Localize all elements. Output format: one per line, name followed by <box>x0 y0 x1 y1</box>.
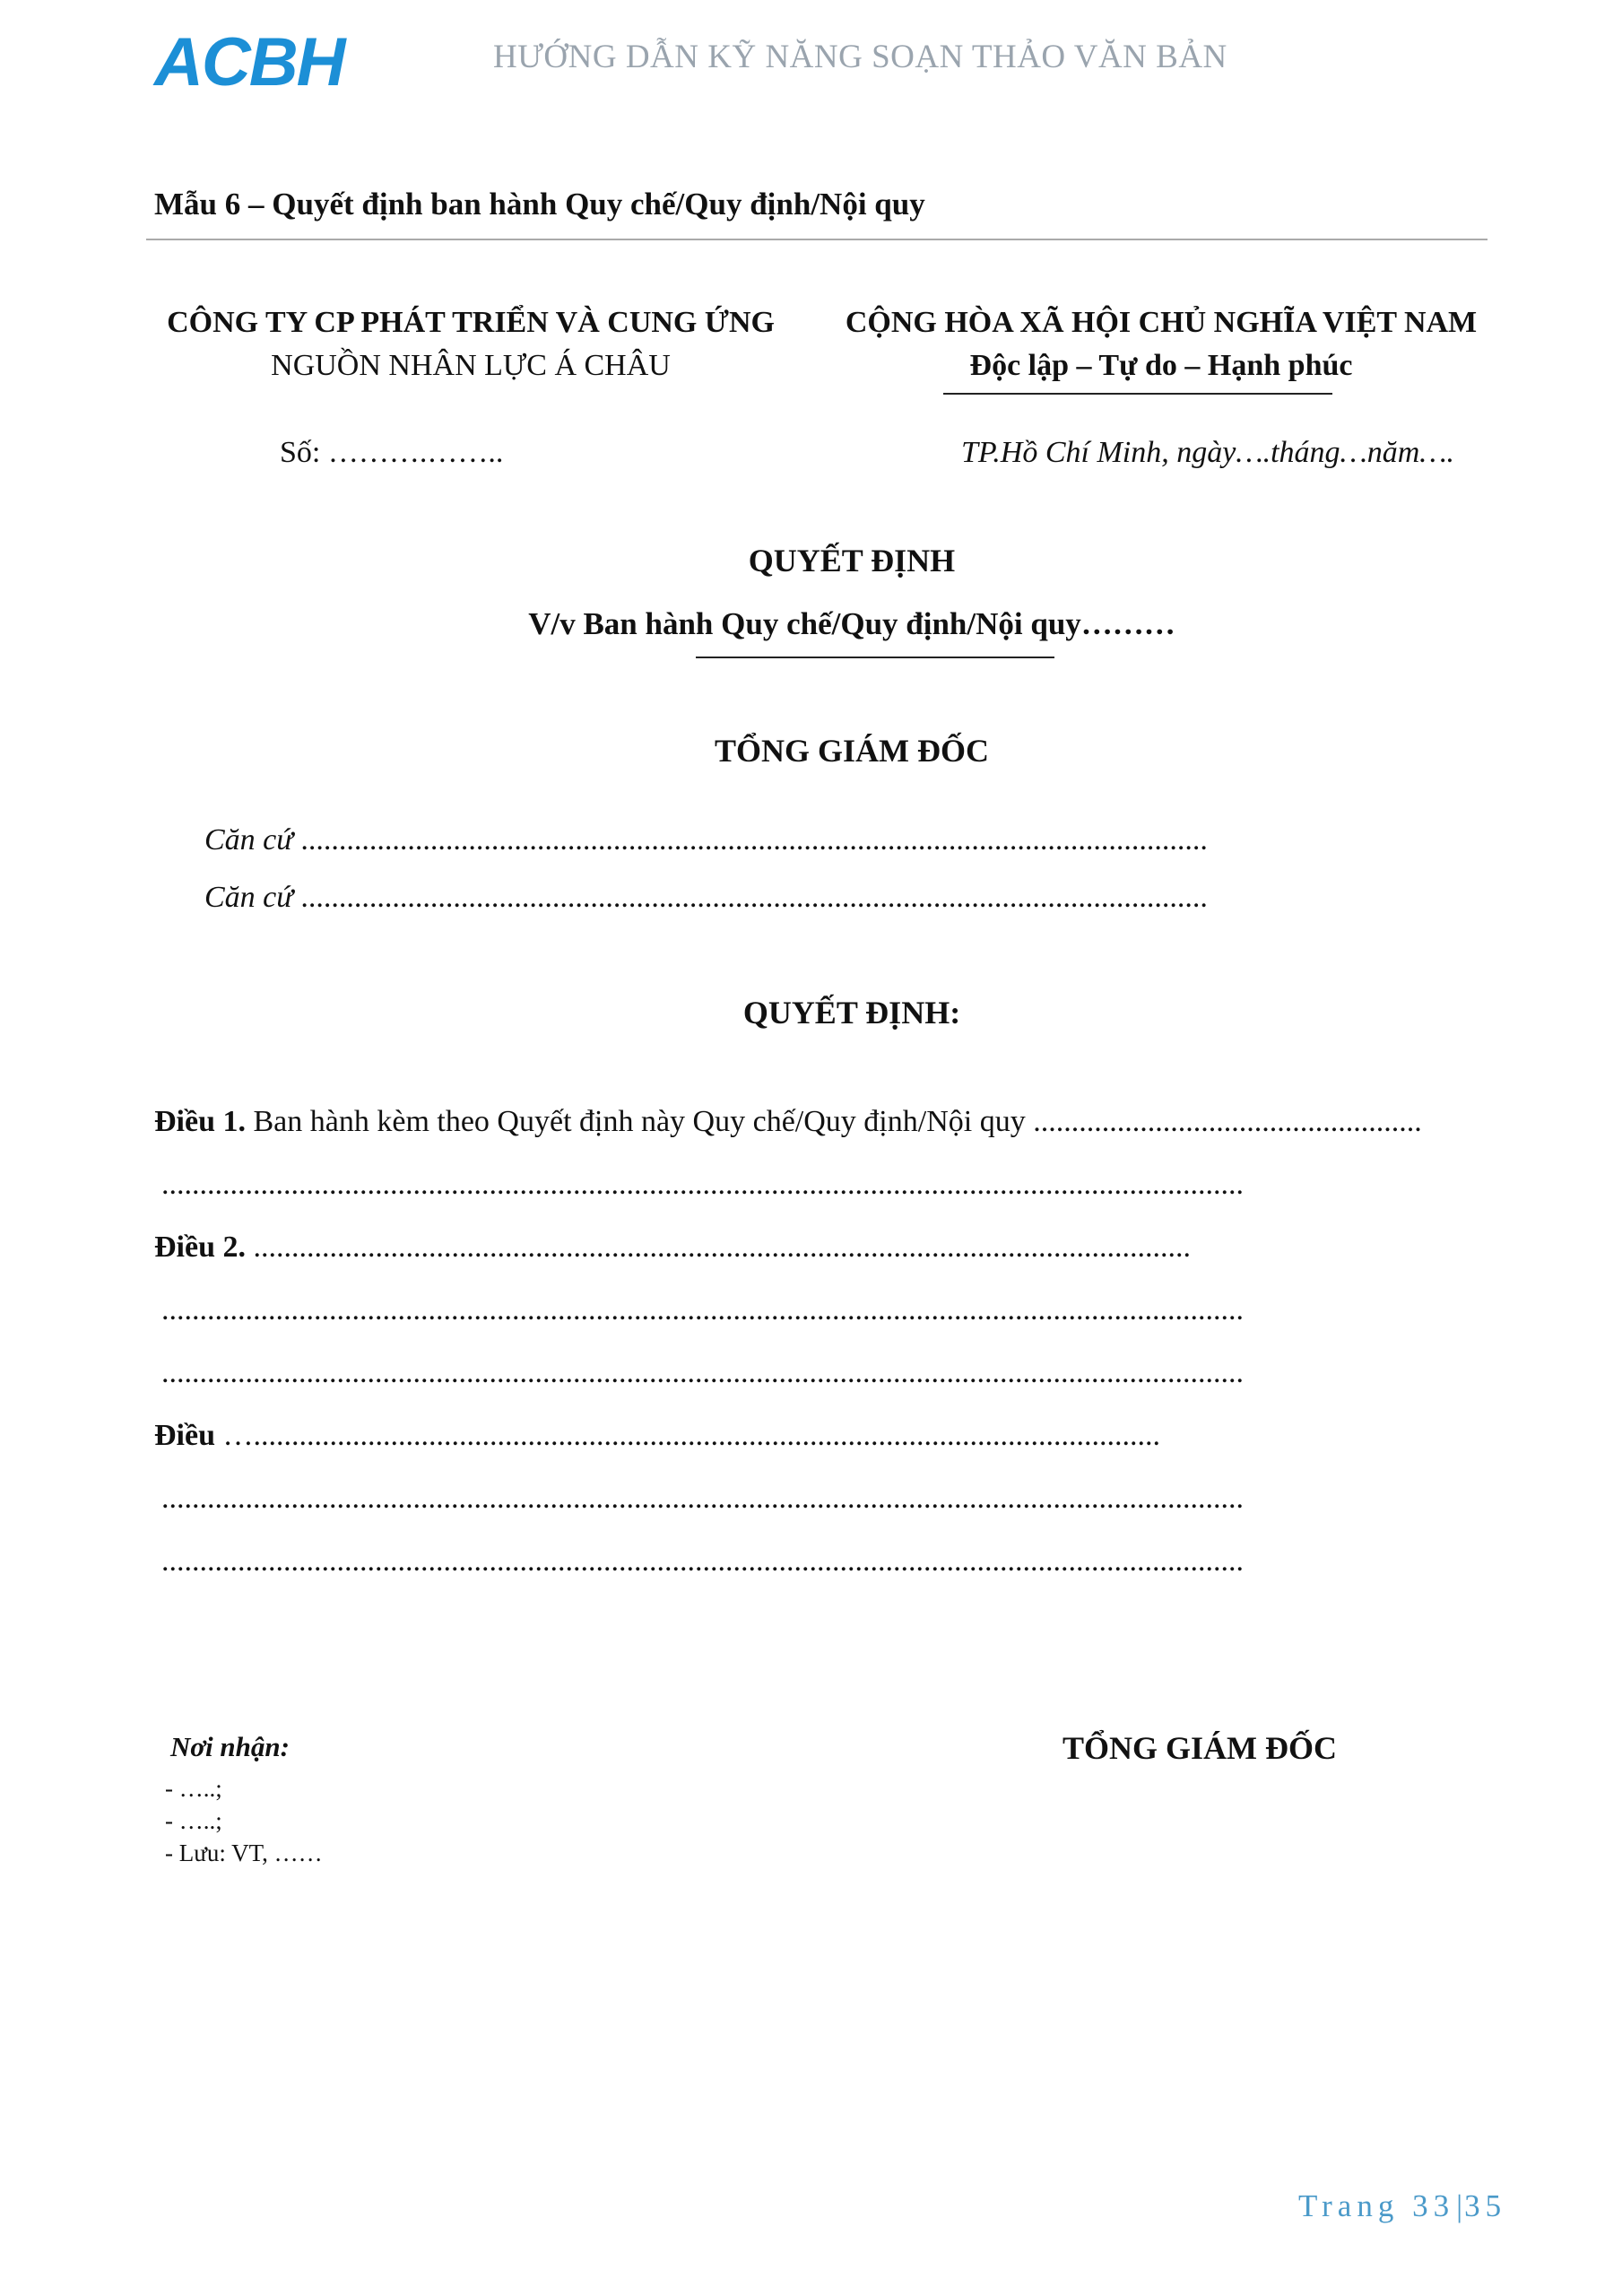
basis-label: Căn cứ <box>204 881 293 914</box>
recipient-item: - …..; <box>165 1775 222 1802</box>
running-title: HƯỚNG DẪN KỸ NĂNG SOẠN THẢO VĂN BẢN <box>493 39 1227 75</box>
article-1-label: Điều 1. <box>154 1105 246 1138</box>
basis-line-2 <box>204 881 1208 915</box>
republic-line-1: CỘNG HÒA XÃ HỘI CHỦ NGHĨA VIỆT NAM <box>845 306 1478 339</box>
recipient-item: - Lưu: VT, …… <box>165 1839 323 1866</box>
article-3-label: Điều <box>154 1419 215 1452</box>
basis-dots: ....................................................................................................................... <box>300 823 1208 857</box>
fill-line: .............................................................................................................................................. <box>161 1168 1244 1201</box>
company-line-1: CÔNG TY CP PHÁT TRIỂN VÀ CUNG ỨNG <box>167 306 775 339</box>
basis-line-1 <box>204 823 1208 857</box>
page-label: Trang <box>1298 2188 1400 2223</box>
signer-title: TỔNG GIÁM ĐỐC <box>1063 1730 1337 1766</box>
page-footer <box>1298 2188 1506 2224</box>
article-2-text: ........................................................................................................................... <box>246 1231 1191 1264</box>
article-1 <box>154 1105 1422 1139</box>
recipients-list <box>165 1772 323 1869</box>
issuing-authority: TỔNG GIÁM ĐỐC <box>715 733 989 769</box>
article-3 <box>154 1419 1160 1453</box>
place-date: TP.Hồ Chí Minh, ngày….tháng…năm…. <box>961 436 1455 469</box>
document-number: Số: ……….…….. <box>280 436 504 469</box>
fill-line: .............................................................................................................................................. <box>161 1482 1244 1515</box>
basis-dots: ....................................................................................................................... <box>300 881 1208 914</box>
company-block <box>152 301 789 387</box>
fill-line: .............................................................................................................................................. <box>161 1544 1244 1578</box>
page-number: 33 <box>1412 2188 1455 2223</box>
motto-underline <box>943 393 1332 395</box>
republic-block <box>807 301 1515 387</box>
form-title: Mẫu 6 – Quyết định ban hành Quy chế/Quy định/Nội quy <box>154 187 925 222</box>
document-type: QUYẾT ĐỊNH <box>748 543 956 578</box>
page-separator: | <box>1456 2188 1463 2223</box>
acbh-logo: ACBH <box>154 24 344 100</box>
article-2-label: Điều 2. <box>154 1231 246 1264</box>
basis-label: Căn cứ <box>204 823 293 857</box>
recipient-item: - …..; <box>165 1807 222 1834</box>
company-line-2: NGUỒN NHÂN LỰC Á CHÂU <box>271 349 671 382</box>
fill-line: .............................................................................................................................................. <box>161 1293 1244 1326</box>
article-3-text: …....................................................................................................................... <box>215 1419 1160 1452</box>
fill-line: .............................................................................................................................................. <box>161 1356 1244 1389</box>
article-2 <box>154 1231 1191 1265</box>
article-1-text: Ban hành kèm theo Quyết định này Quy chế/Quy định/Nội quy ................................................... <box>246 1105 1422 1138</box>
page-total: 35 <box>1464 2188 1507 2223</box>
header-rule <box>146 239 1488 240</box>
motto: Độc lập – Tự do – Hạnh phúc <box>969 349 1353 382</box>
subject-underline <box>696 657 1054 658</box>
decides-heading: QUYẾT ĐỊNH: <box>742 995 961 1031</box>
recipients-heading: Nơi nhận: <box>170 1731 290 1762</box>
document-subject: V/v Ban hành Quy chế/Quy định/Nội quy……… <box>528 606 1175 641</box>
